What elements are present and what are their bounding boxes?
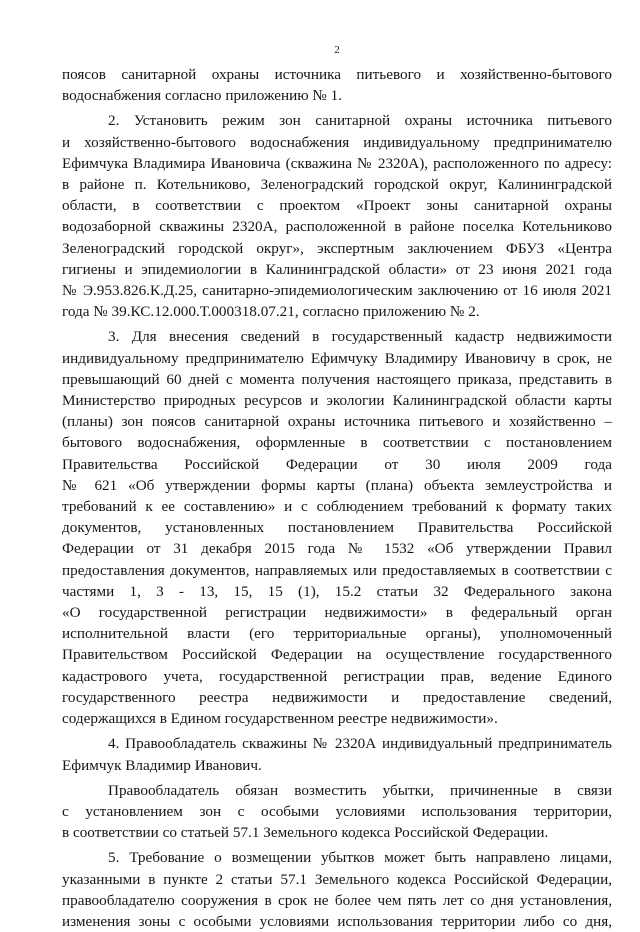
text-line: Правительства Российской Федерации от 30 июля 2009 года — [62, 455, 612, 473]
text-line: государственного реестра недвижимости и предоставление сведений, — [62, 688, 612, 706]
text-line: содержащихся в Едином государственном реестре недвижимости». — [62, 710, 498, 728]
text-line: «О государственной регистрации недвижимости» в федеральный орган — [62, 604, 612, 622]
text-line: водоснабжения согласно приложению № 1. — [62, 87, 343, 105]
text-line: кадастрового учета, государственной регистрации прав, ведение Единого — [62, 667, 612, 685]
text-line: и хозяйственно-бытового водоснабжения индивидуальному предпринимателю — [62, 133, 612, 151]
text-line: Правительством Российской Федерации на осуществление государственного — [62, 646, 612, 664]
text-line: 5. Требование о возмещении убытков может быть направлено лицами, — [108, 849, 612, 867]
text-line: изменения зоны с особыми условиями использования территории либо со дня, — [62, 912, 612, 930]
text-line: № 621 «Об утверждении формы карты (плана) объекта землеустройства и — [62, 476, 612, 494]
text-line: индивидуальному предпринимателю Ефимчуку Владимиру Ивановичу в срок, не — [62, 349, 612, 367]
page-number: 2 — [334, 44, 340, 56]
paragraph-2 — [62, 110, 612, 322]
text-line: документов, установленных постановлением Правительства Российской — [62, 519, 612, 537]
paragraph-4 — [62, 733, 612, 775]
text-line: водозаборной скважины 2320А, расположенной в районе поселка Котельниково — [62, 218, 612, 236]
text-line: указанными в пункте 2 статьи 57.1 Земельного кодекса Российской Федерации, — [62, 870, 612, 888]
paragraph-5 — [62, 847, 612, 932]
text-line: предоставления документов, направляемых или предоставляемых в соответствии с — [62, 561, 612, 579]
text-line: 3. Для внесения сведений в государственный кадастр недвижимости — [108, 328, 612, 346]
paragraph-1-continuation — [62, 64, 612, 106]
paragraph-3 — [62, 326, 612, 729]
text-line: правообладателю сооружения в срок не более чем пять лет со дня установления, — [62, 891, 612, 909]
text-line: гигиены и эпидемиологии в Калининградской области» от 23 июня 2021 года — [62, 260, 612, 278]
text-line: превышающий 60 дней с момента получения настоящего приказа, представить в — [62, 370, 612, 388]
text-line: исполнительной власти (его территориальные органы), уполномоченный — [62, 625, 612, 643]
text-line: года № 39.КС.12.000.Т.000318.07.21, согласно приложению № 2. — [62, 303, 480, 321]
text-line: области, в соответствии с проектом «Проект зоны санитарной охраны — [62, 197, 612, 215]
text-line: в соответствии со статьей 57.1 Земельного кодекса Российской Федерации. — [62, 824, 549, 842]
text-line: требований к ее составлению» и с соблюдением требований к формату таких — [62, 498, 612, 516]
document-body — [62, 64, 612, 932]
paragraph-4-obligation — [62, 780, 612, 844]
text-line: поясов санитарной охраны источника питьевого и хозяйственно-бытового — [62, 66, 612, 83]
text-line: бытового водоснабжения, оформленные в соответствии с постановлением — [62, 434, 612, 452]
text-line: Ефимчука Владимира Ивановича (скважина № 2320А), расположенного по адресу: — [62, 154, 612, 172]
text-line: № Э.953.826.К.Д.25, санитарно-эпидемиологическим заключению от 16 июля 2021 — [62, 282, 612, 300]
text-line: в районе п. Котельниково, Зеленоградский городской округ, Калининградской — [62, 176, 612, 194]
text-line: 4. Правообладатель скважины № 2320А индивидуальный предприниматель — [108, 735, 612, 753]
text-line: Министерство природных ресурсов и экологии Калининградской области карты — [62, 392, 612, 410]
text-line: Правообладатель обязан возместить убытки, причиненные в связи — [108, 781, 612, 799]
text-line: Зеленоградский городской округ», экспертным заключением ФБУЗ «Центра — [62, 239, 612, 257]
text-line: Ефимчук Владимир Иванович. — [62, 756, 262, 774]
text-line: 2. Установить режим зон санитарной охраны источника питьевого — [108, 112, 612, 130]
text-line: (планы) зон поясов санитарной охраны источника питьевого и хозяйственно – — [62, 413, 612, 431]
text-line: Федерации от 31 декабря 2015 года № 1532 «Об утверждении Правил — [62, 540, 612, 558]
text-line: частями 1, 3 - 13, 15, 15 (1), 15.2 статьи 32 Федерального закона — [62, 582, 612, 600]
text-line: с установлением зон с особыми условиями использования территории, — [62, 802, 612, 820]
